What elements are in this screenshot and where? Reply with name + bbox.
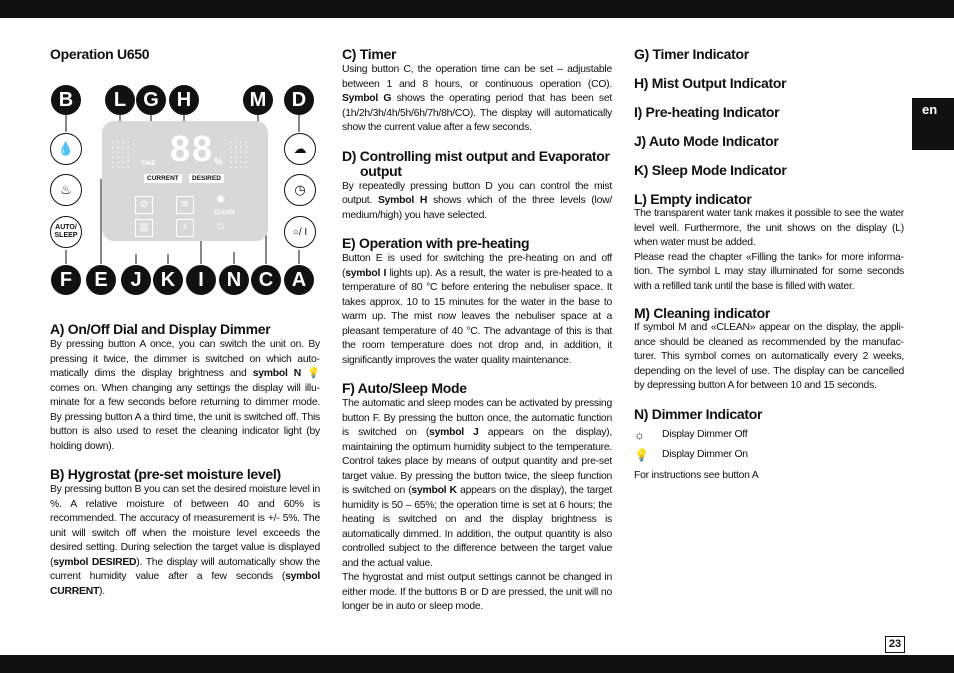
button-e-preheat[interactable] bbox=[50, 174, 82, 206]
left-dots: • • • • • • • • • • • • • • • • • • • • • • • • bbox=[112, 140, 131, 171]
section-h-heading: H) Mist Output Indicator bbox=[634, 75, 787, 91]
button-d-mist[interactable] bbox=[284, 133, 316, 165]
bulb-icon: 💡 bbox=[307, 368, 320, 379]
cloud-icon: ☁ bbox=[293, 141, 307, 156]
section-a-text: By pressing button A once, you can switch the unit on. By pressing it twice, the dimmer is switched on which automatically dims the display brightness and symbol N 💡 comes on. When changing any settings the display will illuminate for a few seconds before returning to dimmer mode. By pressing button A a third time, the unit is switched off. This button is also used to reset the cleaning indicator light (by holding down). bbox=[50, 339, 320, 452]
section-d-text: By repeatedly pressing button D you can control the mist output. Symbol H shows which of the three levels (low/ medium/high) you have selected. bbox=[342, 180, 612, 221]
section-k-heading: K) Sleep Mode Indicator bbox=[634, 162, 787, 178]
section-d-heading: D) Controlling mist output and Evaporator output bbox=[342, 147, 610, 179]
page-number: 23 bbox=[885, 636, 905, 653]
section-l-text-1: The transparent water tank makes it possible to see the water level well. Furthermore, the unit shows on the display (L) when water must be added. bbox=[634, 208, 904, 248]
section-l-text-2: Please read the chapter «Filling the tank» for more information. The symbol L may stay illuminated for some seconds with a refilled tank until the base is filled with water. bbox=[634, 251, 904, 292]
dimmer-note: For instructions see button A bbox=[634, 469, 759, 481]
sleep-label: SLEEP bbox=[54, 232, 78, 239]
section-l-heading: L) Empty indicator bbox=[634, 191, 752, 207]
label-c: C bbox=[251, 265, 281, 295]
button-b-hygrostat[interactable] bbox=[50, 133, 82, 165]
section-b-heading: B) Hygrostat (pre-set moisture level) bbox=[50, 466, 281, 482]
section-m-heading: M) Cleaning indicator bbox=[634, 305, 771, 321]
label-k: K bbox=[153, 265, 183, 295]
cleaning-indicator-icon: ✺ bbox=[216, 194, 226, 206]
percent-symbol: % bbox=[214, 157, 223, 168]
section-g-heading: G) Timer Indicator bbox=[634, 46, 749, 62]
section-f-note: The hygrostat and mist output settings cannot be changed in either mode. If the buttons B or D are pressed, the unit will no longer be in auto or sleep mode. bbox=[342, 572, 612, 612]
section-f-text: The automatic and sleep modes can be activated by pressing button F. By pressing the button once, the automatic function is switched on (symbol J appears on the display), maintaining the optimum humidity subject to the temperature. Control takes place by means of output quantity and pre-set target value. By pressing the button twice, the sleep function is switched on (symbol K appears on the display), the target humidity is 50 – 65%; the operation time is set at 6 hours; the heating is switched on and the display brightness is automatically dimmed. In addition, the output quantity is also controlled subject to the difference between the target value and the actual value. bbox=[342, 398, 613, 569]
empty-indicator-icon: ⊘ bbox=[135, 196, 153, 214]
seven-segment-digits: 88 bbox=[170, 128, 215, 169]
section-e-text: Button E is used for switching the pre-heating on and off (symbol I lights up). As a result, the water is pre-heated to a temperature of 80 °C before entering the nebuliser space. It takes approx. 10 to 15 minutes for the water in the base to warm up. The mist now leaves the nebuliser space at a pleasant temperature of 40 °C. The advantage of this is that the room temperature does not drop and, in addition, it significantly improves the water quality maintenance. bbox=[342, 253, 613, 366]
sun-bulb-icon: ☼ bbox=[634, 427, 645, 442]
sleep-mode-icon: ⚡ bbox=[176, 219, 194, 237]
button-c-timer[interactable] bbox=[284, 174, 316, 206]
heat-waves-icon: ♨ bbox=[60, 182, 72, 197]
section-i-heading: I) Pre-heating Indicator bbox=[634, 104, 780, 120]
button-a-power[interactable] bbox=[284, 216, 316, 248]
dimmer-off-row bbox=[634, 428, 904, 442]
auto-label: AUTO/ bbox=[55, 224, 77, 231]
operation-title: Operation U650 bbox=[50, 46, 150, 62]
column-1 bbox=[50, 47, 320, 63]
section-j-heading: J) Auto Mode Indicator bbox=[634, 133, 779, 149]
section-a-heading: A) On/Off Dial and Display Dimmer bbox=[50, 321, 271, 337]
label-b: B bbox=[51, 85, 81, 115]
bottom-bar bbox=[0, 655, 954, 673]
dimmer-on-label: Display Dimmer On bbox=[662, 449, 748, 460]
top-bar bbox=[0, 0, 954, 18]
clean-label: CLEAN bbox=[214, 210, 235, 216]
heat-indicator-icon: ≋ bbox=[176, 196, 194, 214]
label-h: H bbox=[169, 85, 199, 115]
dimmer-indicator-icon: ☼ bbox=[215, 217, 227, 232]
time-label: TIME bbox=[141, 161, 156, 167]
current-tag: CURRENT bbox=[144, 174, 182, 183]
display-panel bbox=[102, 121, 268, 241]
label-g: G bbox=[136, 85, 166, 115]
label-d: D bbox=[284, 85, 314, 115]
dimmer-off-label: Display Dimmer Off bbox=[662, 429, 748, 440]
section-n-heading: N) Dimmer Indicator bbox=[634, 405, 763, 422]
column-2 bbox=[342, 47, 612, 615]
column-3 bbox=[634, 47, 904, 483]
section-e-heading: E) Operation with pre-heating bbox=[342, 235, 530, 251]
clock-icon: ◷ bbox=[294, 182, 306, 197]
dimmer-on-row bbox=[634, 448, 904, 462]
right-dots: • • • • • • • • • • • • • • • • • • • • • • • • bbox=[230, 140, 249, 171]
column-1-text bbox=[50, 322, 320, 599]
label-a: A bbox=[284, 265, 314, 295]
label-j: J bbox=[121, 265, 151, 295]
auto-mode-icon: ▥ bbox=[135, 219, 153, 237]
section-c-text: Using button C, the operation time can be set – adjustable between 1 and 8 hours, or continuous operation (CO). Symbol G shows the operating period that has been set (1h/2h/3h/4h/5h/6h/7h/8h/CO). The display will automatically show the current value after a few seconds. bbox=[342, 64, 612, 133]
desired-tag: DESIRED bbox=[189, 174, 224, 183]
label-i: I bbox=[186, 265, 216, 295]
water-drops-icon: 💧 bbox=[57, 141, 75, 156]
button-f-auto-sleep[interactable] bbox=[50, 216, 82, 248]
section-f-heading: F) Auto/Sleep Mode bbox=[342, 380, 467, 396]
language-tab: en bbox=[912, 98, 954, 150]
label-e: E bbox=[86, 265, 116, 295]
section-c-heading: C) Timer bbox=[342, 46, 397, 62]
label-l: L bbox=[105, 85, 135, 115]
control-panel-diagram bbox=[50, 84, 322, 304]
power-dial-icon: ○/ I bbox=[292, 226, 308, 238]
section-m-text: If symbol M and «CLEAN» appear on the display, the appliance should be cleaned as recommended by the manufacturer. This symbol comes on automatically every 2 weeks, depending on the level of use. The display can be cancelled by depressing button A for between 10 and 15 seconds. bbox=[634, 322, 904, 391]
label-n: N bbox=[219, 265, 249, 295]
label-f: F bbox=[51, 265, 81, 295]
bulb-icon: 💡 bbox=[634, 447, 649, 462]
section-b-text: By pressing button B you can set the desired moisture level in %. A relative moisture of between 40 and 60% is recommended. The accuracy of measurement is +/- 5%. The unit will switch off when the moisture level exceeds the desired setting. During selection the target value is displayed (symbol DESIRED). The display will automatically show the current humidity value after a few seconds (symbol CURRENT). bbox=[50, 484, 320, 597]
label-m: M bbox=[243, 85, 273, 115]
